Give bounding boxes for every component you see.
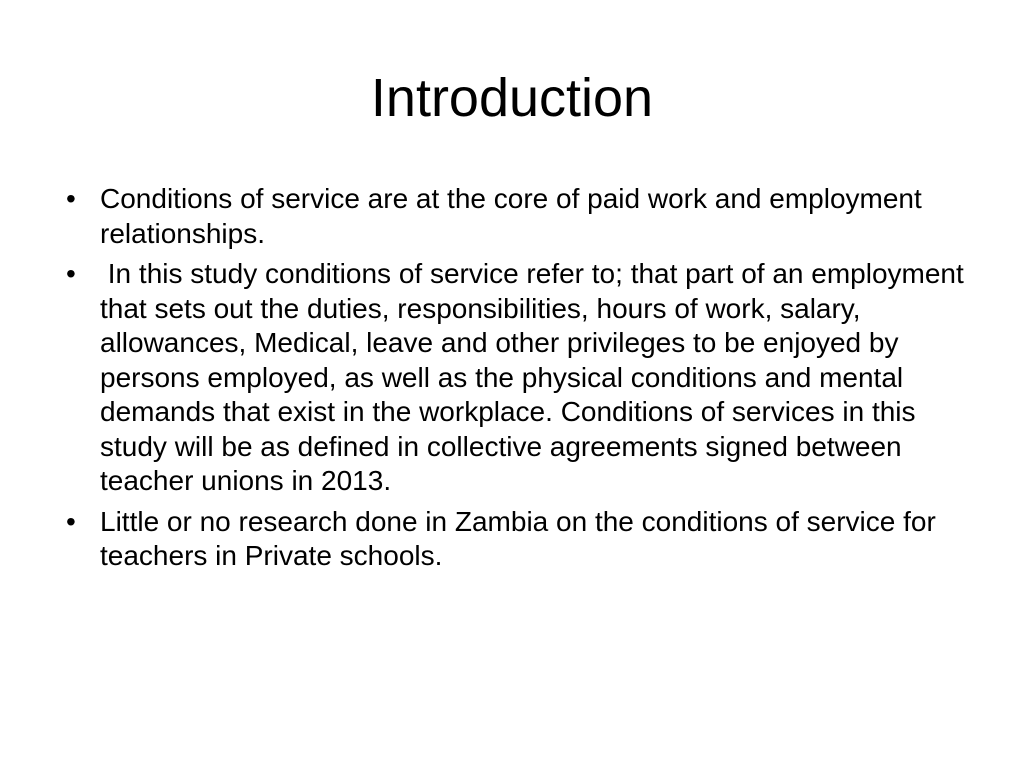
slide-title: Introduction <box>370 68 654 128</box>
bullet-text: Little or no research done in Zambia on the conditions of service for teachers in Private schools. <box>100 505 944 571</box>
bullet-item <box>66 182 971 251</box>
bullet-icon: • <box>66 258 76 289</box>
bullet-icon: • <box>66 183 76 214</box>
bullet-item <box>66 505 971 574</box>
bullet-list <box>66 182 971 580</box>
bullet-text: Conditions of service are at the core of paid work and employment relationships. <box>100 183 930 249</box>
bullet-text: In this study conditions of service refer to; that part of an employment that sets out the duties, responsibilities, hours of work, salary, allowances, Medical, leave and other privileges to be enjoyed by persons employed, as well as the physical conditions and mental demands that exist in the workplace. Conditions of services in this study will be as defined in collective agreements signed between teacher unions in 2013. <box>100 258 972 496</box>
bullet-icon: • <box>66 505 76 537</box>
bullet-item <box>66 257 971 499</box>
